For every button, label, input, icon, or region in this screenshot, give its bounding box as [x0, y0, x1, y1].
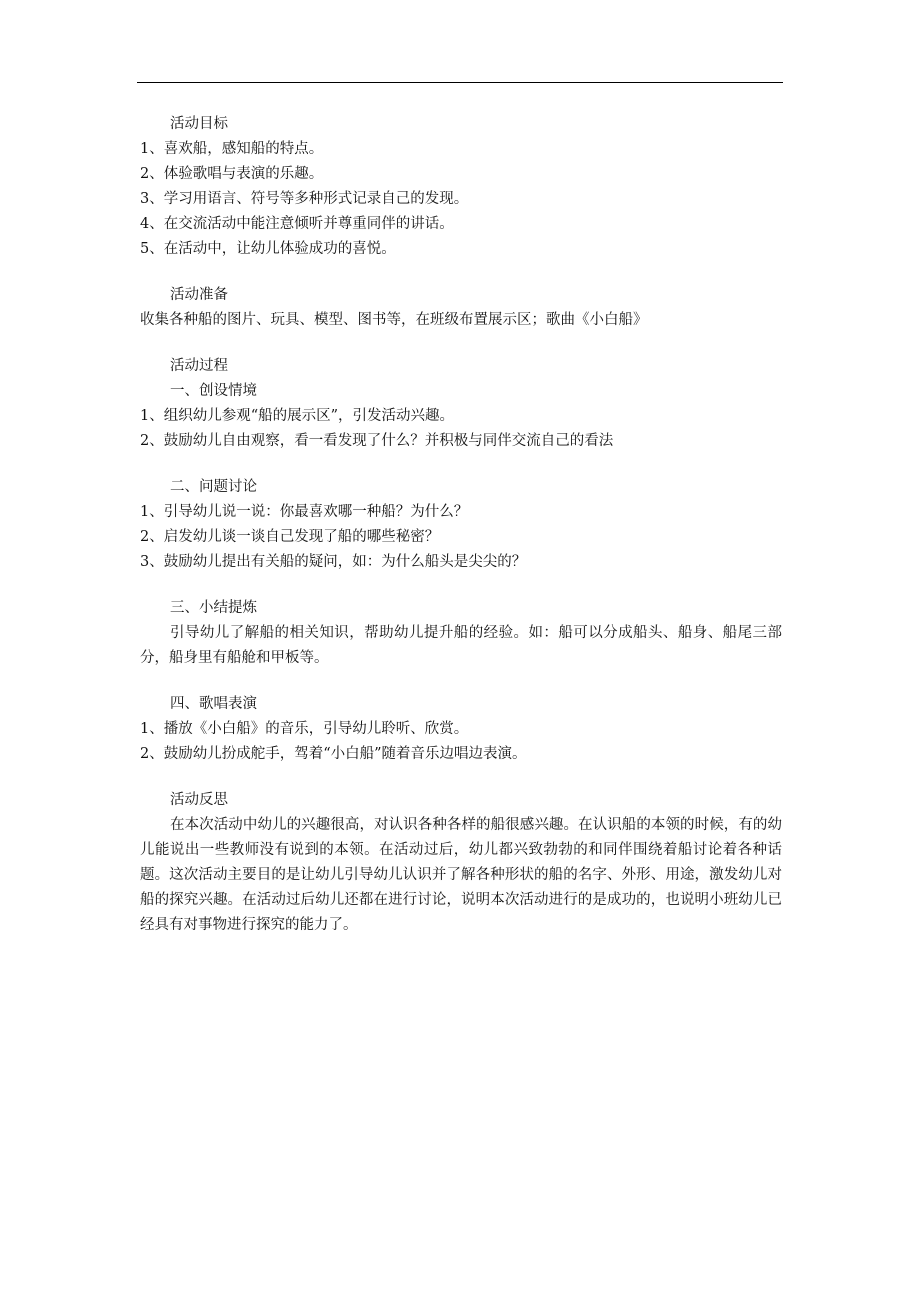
- step4-item: 1、播放《小白船》的音乐，引导幼儿聆听、欣赏。: [140, 721, 469, 737]
- step4-title: 四、歌唱表演: [170, 696, 257, 712]
- step4-item: 2、鼓励幼儿扮成舵手，驾着“小白船”随着音乐边唱边表演。: [140, 746, 527, 762]
- step2-item: 3、鼓励幼儿提出有关船的疑问，如：为什么船头是尖尖的？: [140, 554, 527, 570]
- section-gap: [140, 671, 782, 692]
- step1-item: 1、组织幼儿参观“船的展示区”，引发活动兴趣。: [140, 408, 455, 424]
- section-gap: [140, 767, 782, 788]
- section-gap: [140, 333, 782, 354]
- step2-item: 1、引导幼儿说一说：你最喜欢哪一种船？为什么？: [140, 504, 469, 520]
- section-gap: [140, 262, 782, 283]
- goal-item: 1、喜欢船，感知船的特点。: [140, 141, 324, 157]
- goals-heading: 活动目标: [170, 116, 228, 132]
- goal-item: 5、在活动中，让幼儿体验成功的喜悦。: [140, 241, 396, 257]
- section-gap: [140, 454, 782, 475]
- step3-title: 三、小结提炼: [170, 600, 257, 616]
- process-heading: 活动过程: [170, 358, 228, 374]
- goal-item: 4、在交流活动中能注意倾听并尊重同伴的讲话。: [140, 216, 454, 232]
- preparation-text: 收集各种船的图片、玩具、模型、图书等，在班级布置展示区；歌曲《小白船》: [140, 312, 648, 328]
- document-body: [140, 112, 782, 938]
- step2-item: 2、启发幼儿谈一谈自己发现了船的哪些秘密？: [140, 529, 440, 545]
- goal-item: 2、体验歌唱与表演的乐趣。: [140, 166, 324, 182]
- step1-item: 2、鼓励幼儿自由观察，看一看发现了什么？并积极与同伴交流自己的看法: [140, 433, 614, 449]
- reflection-heading: 活动反思: [170, 792, 228, 808]
- header-rule: [137, 82, 783, 83]
- step2-title: 二、问题讨论: [170, 479, 257, 495]
- goal-item: 3、学习用语言、符号等多种形式记录自己的发现。: [140, 191, 469, 207]
- section-gap: [140, 575, 782, 596]
- step1-title: 一、创设情境: [170, 383, 257, 399]
- step3-text: 引导幼儿了解船的相关知识，帮助幼儿提升船的经验。如：船可以分成船头、船身、船尾三部分，船身里有船舱和甲板等。: [140, 625, 782, 666]
- reflection-text: 在本次活动中幼儿的兴趣很高，对认识各种各样的船很感兴趣。在认识船的本领的时候，有的幼儿能说出一些教师没有说到的本领。在活动过后，幼儿都兴致勃勃的和同伴围绕着船讨论着各种话题。这次活动主要目的是让幼儿引导幼儿认识并了解各种形状的船的名字、外形、用途，激发幼儿对船的探究兴趣。在活动过后幼儿还都在进行讨论，说明本次活动进行的是成功的，也说明小班幼儿已经具有对事物进行探究的能力了。: [140, 817, 782, 933]
- preparation-heading: 活动准备: [170, 287, 228, 303]
